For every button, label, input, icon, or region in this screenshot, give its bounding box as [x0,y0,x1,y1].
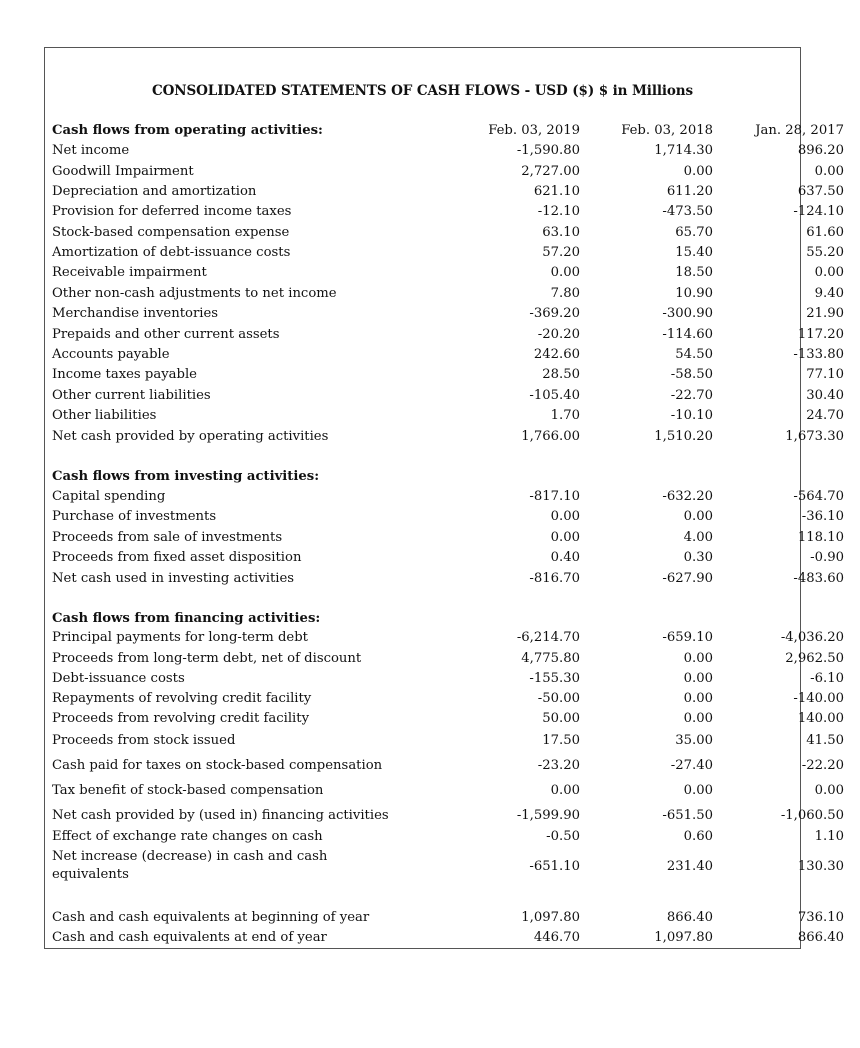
row-label: Goodwill Impairment [52,164,194,179]
cell-value: -133.80 [793,347,844,362]
cell-value: 130.30 [797,859,844,874]
column-header: Feb. 03, 2018 [621,123,713,138]
row-label: Proceeds from long-term debt, net of discount [52,651,362,666]
cell-value: 63.10 [542,225,580,240]
cell-value: -564.70 [793,489,844,504]
cell-value: 117.20 [797,327,844,342]
row-label: Receivable impairment [52,265,207,280]
cell-value: -114.60 [662,327,713,342]
cell-value: 231.40 [666,859,713,874]
cell-value: -816.70 [529,571,580,586]
row-label: Proceeds from revolving credit facility [52,711,310,726]
row-label: Provision for deferred income taxes [52,204,292,219]
cell-value: 0.00 [550,530,580,545]
statement-title: CONSOLIDATED STATEMENTS OF CASH FLOWS - USD ($) $ in Millions [151,83,694,99]
cell-value: 4,775.80 [521,651,580,666]
row-label: Income taxes payable [52,367,197,382]
cell-value: -6.10 [810,671,844,686]
row-label: Principal payments for long-term debt [52,630,308,645]
cell-value: 10.90 [675,286,713,301]
cell-value: 0.00 [683,691,713,706]
row-label: Stock-based compensation expense [52,225,290,240]
cell-value: 1,714.30 [654,143,713,158]
row-label: Net cash used in investing activities [52,571,295,586]
cell-value: 1.70 [550,408,580,423]
cell-value: -659.10 [662,630,713,645]
cell-value: 9.40 [814,286,844,301]
cell-value: 2,962.50 [785,651,844,666]
cell-value: -22.20 [801,758,844,773]
cell-value: 0.00 [550,783,580,798]
cell-value: 24.70 [806,408,844,423]
row-label: Debt-issuance costs [52,671,185,686]
cell-value: 896.20 [797,143,844,158]
cell-value: 61.60 [806,225,844,240]
row-label: Cash and cash equivalents at end of year [52,930,327,945]
cell-value: 2,727.00 [521,164,580,179]
cell-value: 621.10 [533,184,580,199]
cell-value: -27.40 [670,758,713,773]
cell-value: 446.70 [533,930,580,945]
row-label: Depreciation and amortization [52,184,257,199]
cell-value: 0.00 [683,711,713,726]
cell-value: -1,599.90 [516,808,580,823]
cell-value: 17.50 [542,733,580,748]
cell-value: -1,060.50 [780,808,844,823]
column-header: Feb. 03, 2019 [488,123,580,138]
cell-value: -369.20 [529,306,580,321]
cell-value: 0.00 [814,783,844,798]
cell-value: 1.10 [814,829,844,844]
cell-value: 0.00 [550,265,580,280]
cell-value: -20.20 [537,327,580,342]
cell-value: 1,097.80 [521,910,580,925]
cell-value: 0.30 [683,550,713,565]
cell-value: -651.10 [529,859,580,874]
row-label: Proceeds from sale of investments [52,530,283,545]
row-label: Other non-cash adjustments to net income [52,286,337,301]
cell-value: 28.50 [542,367,580,382]
cell-value: 736.10 [797,910,844,925]
cell-value: -473.50 [662,204,713,219]
row-label: Net cash provided by operating activities [52,429,329,444]
cell-value: 4.00 [683,530,713,545]
cell-value: -300.90 [662,306,713,321]
row-label: Other liabilities [52,408,157,423]
section-header: Cash flows from operating activities: [52,123,323,138]
cell-value: 140.00 [797,711,844,726]
cell-value: -10.10 [670,408,713,423]
cell-value: -155.30 [529,671,580,686]
cell-value: 41.50 [806,733,844,748]
cell-value: 0.00 [683,671,713,686]
cell-value: 1,766.00 [521,429,580,444]
cell-value: 65.70 [675,225,713,240]
cell-value: -50.00 [537,691,580,706]
row-label: Capital spending [52,489,166,504]
cell-value: 866.40 [797,930,844,945]
cell-value: 21.90 [806,306,844,321]
cell-value: 1,510.20 [654,429,713,444]
cell-value: -12.10 [537,204,580,219]
cell-value: -36.10 [801,509,844,524]
cell-value: 637.50 [797,184,844,199]
row-label: Net income [52,143,130,158]
cell-value: 50.00 [542,711,580,726]
cell-value: -140.00 [793,691,844,706]
cell-value: -817.10 [529,489,580,504]
cell-value: 0.60 [683,829,713,844]
row-label: Net cash provided by (used in) financing activities [52,808,389,823]
cell-value: 55.20 [806,245,844,260]
row-label: Amortization of debt-issuance costs [52,245,291,260]
cell-value: -627.90 [662,571,713,586]
cell-value: 0.00 [683,164,713,179]
row-label: Cash paid for taxes on stock-based compensation [52,758,383,773]
cell-value: -124.10 [793,204,844,219]
cell-value: -483.60 [793,571,844,586]
cell-value: 1,097.80 [654,930,713,945]
section-header: Cash flows from financing activities: [52,611,321,626]
section-header: Cash flows from investing activities: [52,469,320,484]
cell-value: -1,590.80 [516,143,580,158]
cell-value: -105.40 [529,388,580,403]
row-label: Repayments of revolving credit facility [52,691,312,706]
row-label: Proceeds from fixed asset disposition [52,550,302,565]
row-label: Other current liabilities [52,388,211,403]
cell-value: 0.00 [814,265,844,280]
cell-value: 15.40 [675,245,713,260]
cell-value: 242.60 [533,347,580,362]
row-label: Effect of exchange rate changes on cash [52,829,323,844]
row-label: Accounts payable [52,347,170,362]
cell-value: -23.20 [537,758,580,773]
cell-value: -4,036.20 [780,630,844,645]
row-label: Net increase (decrease) in cash and cash equivalents [52,849,328,882]
cell-value: -6,214.70 [516,630,580,645]
cell-value: 866.40 [666,910,713,925]
cell-value: 0.00 [683,509,713,524]
cell-value: -651.50 [662,808,713,823]
row-label: Merchandise inventories [52,306,219,321]
cell-value: 54.50 [675,347,713,362]
cell-value: 30.40 [806,388,844,403]
cell-value: 35.00 [675,733,713,748]
cell-value: 0.00 [683,783,713,798]
cell-value: -0.90 [810,550,844,565]
cell-value: 57.20 [542,245,580,260]
cell-value: 0.00 [683,651,713,666]
row-label: Cash and cash equivalents at beginning of year [52,910,370,925]
column-header: Jan. 28, 2017 [755,123,844,138]
row-label: Purchase of investments [52,509,217,524]
cell-value: 18.50 [675,265,713,280]
cell-value: -22.70 [670,388,713,403]
cell-value: 77.10 [806,367,844,382]
cell-value: 7.80 [550,286,580,301]
row-label: Prepaids and other current assets [52,327,280,342]
row-label: Tax benefit of stock-based compensation [52,783,324,798]
cell-value: 118.10 [797,530,844,545]
cell-value: -58.50 [670,367,713,382]
cell-value: 0.40 [550,550,580,565]
cell-value: 1,673.30 [785,429,844,444]
cell-value: 611.20 [666,184,713,199]
cell-value: -632.20 [662,489,713,504]
cell-value: 0.00 [814,164,844,179]
cell-value: -0.50 [546,829,580,844]
cell-value: 0.00 [550,509,580,524]
row-label: Proceeds from stock issued [52,733,236,748]
